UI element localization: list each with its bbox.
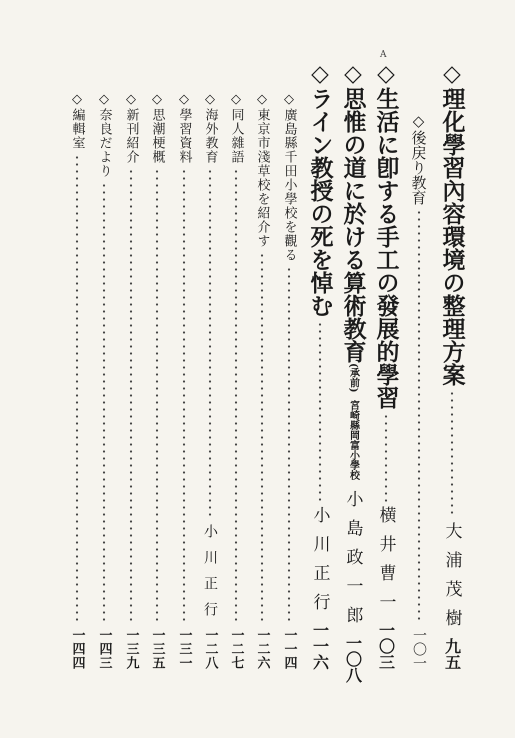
leader-dots	[68, 154, 86, 624]
entry-title: ◇新刊紹介	[123, 92, 139, 164]
entry-page: 一〇八	[343, 635, 363, 684]
leader-dots	[95, 182, 113, 624]
entry-title: ◇後戻り教育	[409, 112, 428, 205]
leader-dots	[372, 413, 400, 502]
entry-page: 一一四	[281, 628, 297, 670]
toc-entry	[122, 92, 140, 670]
leader-dots	[201, 168, 219, 520]
toc-entry	[339, 60, 367, 684]
entry-author: 大浦茂樹	[441, 522, 462, 638]
entry-page: 一二七	[228, 628, 244, 670]
corner-mark: A	[380, 50, 387, 60]
entry-title: ◇ライン教授の死を悼む	[306, 60, 334, 317]
toc-entry	[148, 92, 166, 670]
entry-page: 九五	[442, 638, 462, 670]
entry-title: ◇奈良だより	[96, 92, 112, 178]
leader-dots	[253, 252, 271, 624]
leader-dots	[306, 321, 334, 502]
entry-title: ◇東京市淺草校を紹介す	[254, 92, 270, 248]
toc-entry	[95, 92, 113, 670]
entry-page: 一三五	[149, 628, 165, 670]
entry-title: ◇海外教育	[202, 92, 218, 164]
entry-title: ◇思惟の道に於ける算術教育(承前)	[339, 60, 367, 393]
toc-entry	[280, 92, 298, 670]
entry-title: ◇編輯室	[69, 92, 85, 150]
leader-dots	[438, 390, 466, 518]
entry-title-continued: (承前)	[347, 363, 359, 393]
entry-page: 一三九	[123, 628, 139, 670]
entry-title: ◇學習資料	[176, 92, 192, 164]
entry-title: ◇生活に卽する手工の發展的學習	[372, 60, 400, 409]
entry-page: 一一六	[310, 622, 330, 670]
entry-title: ◇同人雜語	[228, 92, 244, 164]
toc-entry	[409, 112, 429, 670]
toc-entry	[306, 60, 334, 670]
entry-page: 一四三	[96, 628, 112, 670]
toc-entry	[175, 92, 193, 670]
entry-author: 小島政一郎	[342, 490, 363, 636]
entry-title: ◇廣島縣千田小學校を觀る	[281, 92, 297, 262]
entry-author: 小川正行	[202, 524, 218, 628]
toc-entry	[201, 92, 219, 670]
toc-entry	[227, 92, 245, 670]
toc-entry	[372, 60, 400, 670]
entry-title: ◇思潮梗概	[149, 92, 165, 164]
toc-entry	[68, 92, 86, 670]
toc-entry	[253, 92, 271, 670]
entry-affiliation: 宮崎縣岡富小學校	[347, 400, 359, 481]
leader-dots	[409, 209, 429, 624]
entry-title: ◇理化學習內容環境の整理方案	[438, 60, 466, 386]
leader-dots	[227, 168, 245, 624]
entry-page: 一四四	[69, 628, 85, 670]
toc-entry	[438, 60, 466, 670]
entry-page: 一三一	[176, 628, 192, 670]
entry-page: 一〇三	[376, 622, 396, 670]
entry-page: 一〇一	[411, 628, 427, 670]
leader-dots	[148, 168, 166, 624]
leader-dots	[122, 168, 140, 624]
leader-dots	[175, 168, 193, 624]
entry-author: 横井曹一	[375, 506, 396, 622]
entry-page: 一二八	[202, 628, 218, 670]
entry-author: 小川正行	[309, 506, 330, 622]
leader-dots	[280, 266, 298, 624]
entry-page: 一二六	[254, 628, 270, 670]
